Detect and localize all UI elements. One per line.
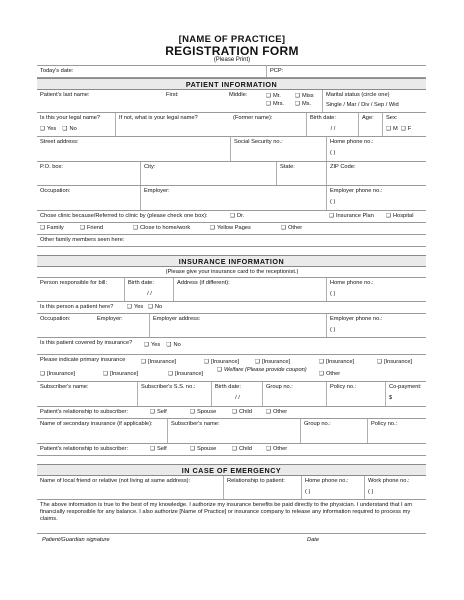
other-family-field[interactable] xyxy=(37,235,426,246)
primary-insurance-row xyxy=(37,355,426,382)
date-field[interactable] xyxy=(304,534,426,547)
relationship-label-2: Patient's relationship to subscriber: xyxy=(40,446,129,452)
po-box-field[interactable] xyxy=(37,162,140,185)
policy-no-field[interactable] xyxy=(326,382,385,406)
subscriber-birth-label: Birth date: xyxy=(215,384,241,390)
marital-status-field[interactable] xyxy=(322,90,426,112)
emergency-contact-row xyxy=(37,476,426,500)
statement-row xyxy=(37,500,426,527)
emergency-work-phone-field[interactable] xyxy=(364,476,426,499)
home-phone-field[interactable] xyxy=(326,137,426,161)
emergency-relationship-field[interactable] xyxy=(223,476,301,499)
employer-phone-field[interactable] xyxy=(326,186,426,210)
other-rel-checkbox[interactable]: ❑ Other xyxy=(266,409,287,415)
relationship-question xyxy=(37,407,147,418)
dr-checkbox[interactable]: ❑ Dr. xyxy=(230,213,244,219)
marital-options: Single / Mar / Div / Sep / Wid xyxy=(326,102,399,108)
other-referral-checkbox[interactable]: ❑ Other xyxy=(281,225,302,231)
emergency-heading: IN CASE OF EMERGENCY xyxy=(37,464,426,476)
todays-date-field[interactable] xyxy=(37,66,266,77)
city-field[interactable] xyxy=(140,162,276,185)
title-options-2 xyxy=(292,90,322,112)
form-title: REGISTRATION FORM xyxy=(165,44,299,58)
primary-label: Please indicate primary insurance xyxy=(40,357,126,363)
secondary-group-field[interactable] xyxy=(300,419,367,443)
policy-no-label: Policy no.: xyxy=(330,384,357,390)
pcp-label: PCP: xyxy=(270,68,284,74)
pcp-field[interactable] xyxy=(266,66,426,77)
relationship-question-2 xyxy=(37,444,147,455)
ssn-field[interactable] xyxy=(230,137,326,161)
resp-employer-phone-label: Employer phone no.: xyxy=(330,316,383,322)
subscriber-row xyxy=(37,382,426,407)
referral-friend xyxy=(77,223,130,234)
legal-no-checkbox[interactable]: ❑ No xyxy=(63,126,77,132)
primary-ins-8[interactable]: ❑ [Insurance] xyxy=(168,371,203,378)
spouse-checkbox-2[interactable]: ❑ Spouse xyxy=(190,446,216,452)
state-label: State: xyxy=(280,164,295,170)
resp-address-label: Address (if different): xyxy=(177,280,230,286)
address-row xyxy=(37,137,426,162)
emergency-home-phone-field[interactable] xyxy=(301,476,364,499)
ssn-label: Social Security no.: xyxy=(234,139,283,145)
primary-ins-3[interactable]: ❑ [Insurance] xyxy=(255,359,290,366)
primary-ins-7[interactable]: ❑ [Insurance] xyxy=(103,371,138,378)
covered-options xyxy=(141,338,426,354)
practice-name: [NAME OF PRACTICE] xyxy=(178,34,286,45)
employer-phone-paren: ( ) xyxy=(330,199,336,205)
subscriber-birth-slashes: / / xyxy=(235,395,240,401)
subscriber-ssn-label: Subscriber's S.S. no.: xyxy=(141,384,196,390)
middle-name-field[interactable] xyxy=(226,90,263,112)
marital-status-label: Marital status (circle one) xyxy=(326,92,390,98)
secondary-policy-label: Policy no.: xyxy=(371,421,398,427)
covered-question xyxy=(37,338,141,354)
covered-no-checkbox[interactable]: ❑ No xyxy=(167,342,181,348)
referral-dr xyxy=(227,211,326,222)
title-options xyxy=(263,90,292,112)
subscriber-name-label: Subscriber's name: xyxy=(40,384,89,390)
secondary-policy-field[interactable] xyxy=(367,419,426,443)
copay-field[interactable] xyxy=(385,382,426,406)
street-address-field[interactable] xyxy=(37,137,230,161)
other-rel-checkbox-2[interactable]: ❑ Other xyxy=(266,446,287,452)
secondary-subscriber-label: Subscriber's name: xyxy=(171,421,220,427)
primary-insurance-grid xyxy=(37,355,426,382)
resp-birth-date-label: Birth date: xyxy=(128,280,154,286)
primary-ins-5[interactable]: ❑ [Insurance] xyxy=(377,359,412,366)
subscriber-ssn-field[interactable] xyxy=(137,382,211,406)
close-home-checkbox[interactable]: ❑ Close to home/work xyxy=(133,225,190,231)
is-patient-options xyxy=(124,302,426,313)
todays-date-label: Today's date: xyxy=(40,68,74,74)
resp-home-phone-field[interactable] xyxy=(326,278,426,301)
home-phone-label: Home phone no.: xyxy=(330,139,374,145)
legal-name-field-label: If not, what is your legal name? xyxy=(119,115,198,121)
resp-birth-date-field[interactable] xyxy=(124,278,173,301)
sex-label: Sex: xyxy=(386,115,398,121)
insurance-info-heading: INSURANCE INFORMATION xyxy=(37,255,426,267)
copay-label: Co-payment: xyxy=(389,384,422,390)
occupation-field[interactable] xyxy=(37,186,140,210)
rel2-child xyxy=(229,444,263,455)
resp-occupation-row xyxy=(37,314,426,338)
resp-occupation-label: Occupation: xyxy=(40,316,71,322)
sex-m-checkbox[interactable]: ❑ M xyxy=(386,126,398,132)
secondary-subscriber-field[interactable] xyxy=(167,419,300,443)
mr-checkbox[interactable]: ❑ Mr. xyxy=(266,93,281,99)
emergency-home-paren: ( ) xyxy=(305,489,311,495)
covered-label: Is this patient covered by insurance? xyxy=(40,340,133,346)
rel-other xyxy=(263,407,426,418)
welfare-option[interactable] xyxy=(217,367,317,374)
birth-date-label: Birth date: xyxy=(310,115,336,121)
legal-name-field[interactable] xyxy=(115,113,230,136)
insurance-note-row xyxy=(37,267,426,278)
resp-address-field[interactable] xyxy=(173,278,326,301)
registration-form xyxy=(37,65,426,547)
miss-checkbox[interactable]: ❑ Miss xyxy=(295,93,314,99)
secondary-insurance-label: Name of secondary insurance (if applicable): xyxy=(40,421,153,427)
emergency-friend-label: Name of local friend or relative (not living at same address): xyxy=(40,478,191,484)
is-patient-question xyxy=(37,302,124,313)
resp-employer-field[interactable] xyxy=(94,314,149,337)
insurance-note: (Please give your insurance card to the receptionist.) xyxy=(165,269,299,275)
emergency-relationship-label: Relationship to patient: xyxy=(227,478,285,484)
emergency-home-phone-label: Home phone no.: xyxy=(305,478,349,484)
subscriber-birth-field[interactable] xyxy=(211,382,262,406)
referral-other xyxy=(278,223,426,234)
primary-ins-4[interactable]: ❑ [Insurance] xyxy=(319,359,354,366)
employer-label: Employer: xyxy=(144,188,170,194)
emergency-work-phone-label: Work phone no.: xyxy=(368,478,410,484)
child-checkbox-2[interactable]: ❑ Child xyxy=(232,446,252,452)
group-no-label: Group no.: xyxy=(266,384,293,390)
patient-name-row xyxy=(37,90,426,113)
spouse-checkbox[interactable]: ❑ Spouse xyxy=(190,409,216,415)
covered-row xyxy=(37,338,426,355)
sex-field xyxy=(382,113,426,136)
zip-label: ZIP Code: xyxy=(330,164,356,170)
last-name-field[interactable] xyxy=(37,90,163,112)
date-row xyxy=(37,65,426,78)
other-family-row xyxy=(37,235,426,247)
referral-label: Chose clinic because/Referred to clinic by (please check one box): xyxy=(40,213,208,219)
street-address-label: Street address: xyxy=(40,139,79,145)
group-no-field[interactable] xyxy=(262,382,326,406)
child-checkbox[interactable]: ❑ Child xyxy=(232,409,252,415)
mrs-checkbox[interactable]: ❑ Mrs. xyxy=(266,101,290,108)
former-name-label: (Former name): xyxy=(233,115,273,121)
is-patient-row xyxy=(37,302,426,314)
employer-phone-label: Employer phone no.: xyxy=(330,188,383,194)
birth-date-slashes: / / xyxy=(330,126,336,132)
copay-dollar: $ xyxy=(389,395,393,401)
hospital-checkbox[interactable]: ❑ Hospital xyxy=(386,213,414,219)
resp-employer-address-label: Employer address: xyxy=(153,316,201,322)
zip-field[interactable] xyxy=(326,162,426,185)
rel2-self xyxy=(147,444,187,455)
resp-employer-phone-paren: ( ) xyxy=(330,327,336,333)
last-name-label: Patient's last name: xyxy=(40,92,90,98)
rel-self xyxy=(147,407,187,418)
referral-row xyxy=(37,211,426,223)
resp-employer-label: Employer: xyxy=(97,316,123,322)
legal-name-label: Is this your legal name? xyxy=(40,115,101,121)
resp-home-phone-label: Home phone no.: xyxy=(330,280,374,286)
ms-checkbox[interactable]: ❑ Ms. xyxy=(295,101,320,108)
responsible-field[interactable] xyxy=(37,278,124,301)
resp-birth-slashes: / / xyxy=(147,291,152,297)
emergency-work-paren: ( ) xyxy=(368,489,374,495)
age-label: Age: xyxy=(362,115,374,121)
resp-employer-address-field[interactable] xyxy=(149,314,326,337)
relationship-row-2 xyxy=(37,444,426,456)
primary-ins-2[interactable]: ❑ [Insurance] xyxy=(204,359,239,366)
referral-row-2 xyxy=(37,223,426,235)
rel-child xyxy=(229,407,263,418)
resp-employer-phone-field[interactable] xyxy=(326,314,426,337)
birth-date-field[interactable] xyxy=(306,113,358,136)
print-note: (Please Print) xyxy=(213,57,251,63)
po-box-row xyxy=(37,162,426,186)
patient-info-heading: PATIENT INFORMATION xyxy=(37,78,426,90)
referral-hospital xyxy=(383,211,426,222)
responsible-row xyxy=(37,278,426,302)
secondary-group-label: Group no.: xyxy=(304,421,331,427)
family-checkbox[interactable]: ❑ Family xyxy=(40,225,64,231)
signature-label: Patient/Guardian signature xyxy=(42,537,110,543)
rel-spouse xyxy=(187,407,229,418)
spacer-2 xyxy=(37,456,426,464)
referral-yellow xyxy=(207,223,278,234)
secondary-insurance-field[interactable] xyxy=(37,419,167,443)
subscriber-name-field[interactable] xyxy=(37,382,137,406)
is-patient-label: Is this person a patient here? xyxy=(40,304,114,310)
rel2-other xyxy=(263,444,426,455)
secondary-row xyxy=(37,419,426,444)
occupation-label: Occupation: xyxy=(40,188,71,194)
is-patient-no-checkbox[interactable]: ❑ No xyxy=(148,304,162,310)
signature-field[interactable] xyxy=(37,534,304,547)
sex-f-checkbox[interactable]: ❑ F xyxy=(401,126,411,132)
self-checkbox-2[interactable]: ❑ Self xyxy=(150,446,167,452)
legal-name-row xyxy=(37,113,426,137)
rel2-spouse xyxy=(187,444,229,455)
referral-ins xyxy=(326,211,383,222)
date-label: Date xyxy=(307,537,320,543)
friend-checkbox[interactable]: ❑ Friend xyxy=(80,225,103,231)
covered-yes-checkbox[interactable]: ❑ Yes xyxy=(144,342,160,348)
home-phone-paren: ( ) xyxy=(330,150,336,156)
legal-name-question xyxy=(37,113,115,136)
legal-yes-checkbox[interactable]: ❑ Yes xyxy=(40,126,56,132)
occupation-row xyxy=(37,186,426,211)
po-box-label: P.O. box: xyxy=(40,164,63,170)
employer-field[interactable] xyxy=(140,186,326,210)
signature-row xyxy=(37,533,426,547)
resp-occupation-field[interactable] xyxy=(37,314,94,337)
city-label: City: xyxy=(144,164,156,170)
welfare-label: Welfare (Please provide coupon) xyxy=(223,367,307,373)
first-name-field[interactable] xyxy=(163,90,226,112)
authorization-statement: The above information is true to the best of my knowledge. I authorize my insurance benefits be paid directly to the physician. I understand that I am financially responsible for any balance. I also authorize [Name of Practice] or insurance company to release any information required to process my claims. xyxy=(40,502,413,523)
self-checkbox[interactable]: ❑ Self xyxy=(150,409,167,415)
primary-ins-6[interactable]: ❑ [Insurance] xyxy=(40,371,75,378)
first-name-label: First: xyxy=(166,92,179,98)
relationship-row xyxy=(37,407,426,419)
spacer xyxy=(37,247,426,255)
referral-family xyxy=(37,223,77,234)
yellow-pages-checkbox[interactable]: ❑ Yellow Pages xyxy=(210,225,251,231)
referral-close xyxy=(130,223,207,234)
middle-name-label: Middle: xyxy=(229,92,248,98)
emergency-friend-field[interactable] xyxy=(37,476,223,499)
is-patient-yes-checkbox[interactable]: ❑ Yes xyxy=(127,304,143,310)
relationship-label: Patient's relationship to subscriber: xyxy=(40,409,129,415)
responsible-label: Person responsible for bill: xyxy=(40,280,108,286)
age-field[interactable] xyxy=(358,113,382,136)
referral-question xyxy=(37,211,227,222)
resp-home-phone-paren: ( ) xyxy=(330,291,336,297)
primary-ins-1[interactable]: ❑ [Insurance] xyxy=(141,359,176,366)
primary-other-checkbox[interactable]: ❑ Other xyxy=(319,371,340,378)
state-field[interactable] xyxy=(276,162,326,185)
former-name-field[interactable] xyxy=(230,113,306,136)
other-family-label: Other family members seen here: xyxy=(40,237,125,243)
insurance-plan-checkbox[interactable]: ❑ Insurance Plan xyxy=(329,213,374,219)
